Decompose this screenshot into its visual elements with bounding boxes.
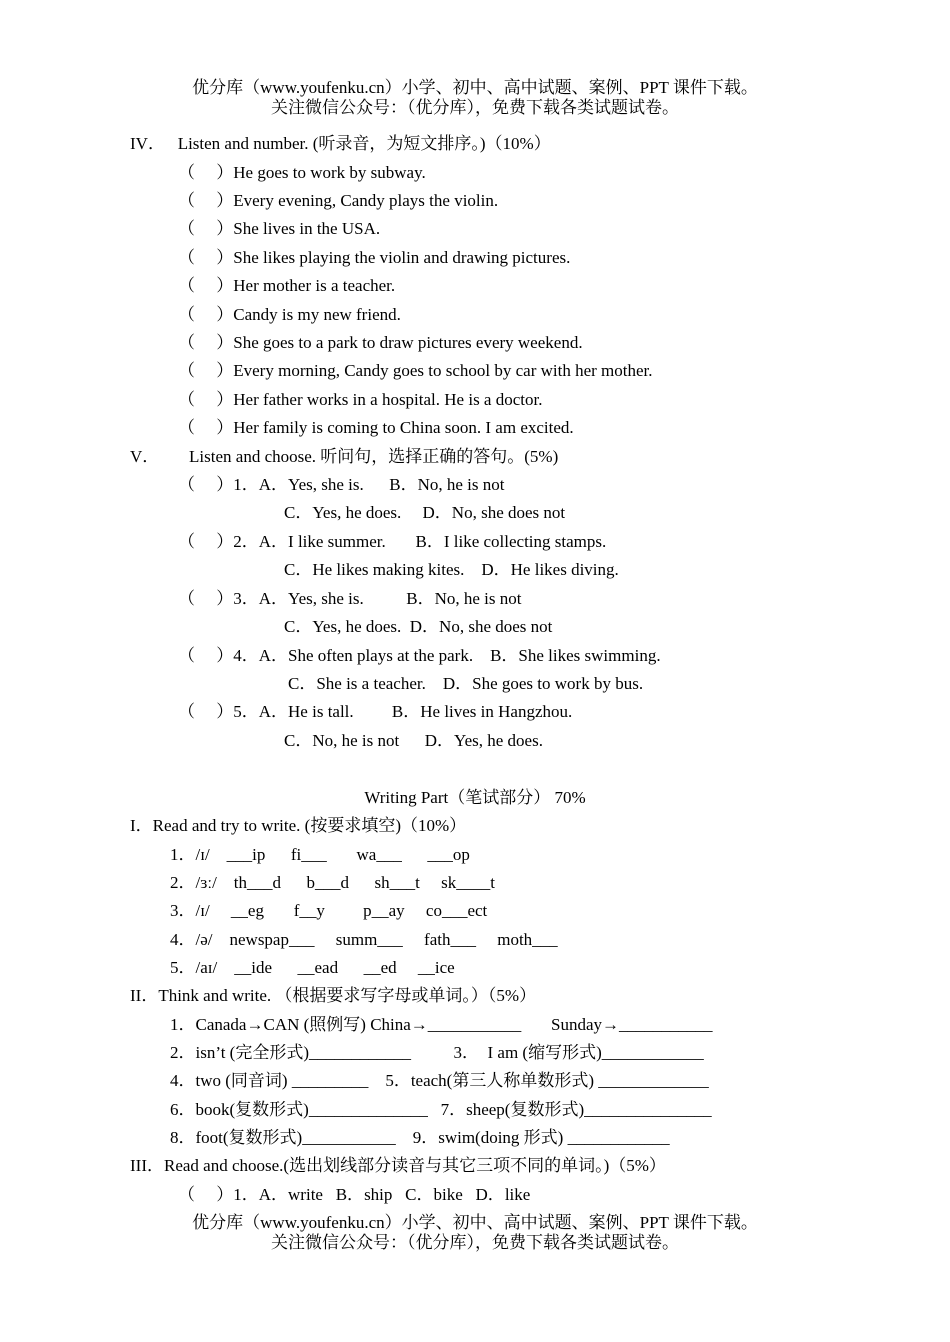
section-5-question: （ ）1．A．Yes, she is. B．No, he is not [178, 475, 505, 494]
part-2-line: 8．foot(复数形式)___________ 9．swim(doing 形式) ____________ [170, 1128, 670, 1147]
footer-line-1: 优分库（www.youfenku.cn）小学、初中、高中试题、案例、PPT 课件下载。 [192, 1213, 758, 1232]
part-2-title: II．Think and write. （根据要求写字母或单词。）（5%） [130, 986, 537, 1005]
part-1-line: 2．/ɜː/ th___d b___d sh___t sk____t [170, 873, 495, 892]
section-4-item: （ ）Candy is my new friend. [178, 305, 401, 324]
section-5-question: （ ）4．A．She often plays at the park. B．She likes swimming. [178, 646, 661, 665]
section-4-item: （ ）Her family is coming to China soon. I am excited. [178, 418, 574, 437]
section-4-item: （ ）Every morning, Candy goes to school by car with her mother. [178, 361, 653, 380]
option-b-label: B． [335, 1185, 365, 1204]
footer-line-2: 关注微信公众号：（优分库），免费下载各类试题试卷。 [271, 1233, 679, 1252]
part-3-question [178, 1185, 530, 1205]
part-2-line: 1．Canada→CAN (照例写) China→___________ Sunday→___________ [170, 1015, 713, 1034]
section-5-options: C．Yes, he does. D．No, she does not [284, 503, 566, 522]
option-d-word: like [504, 1185, 531, 1204]
section-4-item: （ ）Her mother is a teacher. [178, 276, 396, 295]
part-1-line: 3．/ɪ/ __eg f__y p__ay co___ect [170, 901, 488, 920]
option-d-label: D． [475, 1185, 505, 1204]
section-4-title: IV． Listen and number. (听录音，为短文排序。)（10%） [130, 134, 551, 153]
part-2-line: 6．book(复数形式)______________ 7．sheep(复数形式)_______________ [170, 1100, 712, 1119]
header-line-2: 关注微信公众号：（优分库），免费下载各类试题试卷。 [271, 98, 679, 117]
writing-part-title: Writing Part（笔试部分） 70% [364, 788, 586, 807]
section-5-options: C．She is a teacher. D．She goes to work by bus. [288, 674, 644, 693]
section-5-question: （ ）2．A．I like summer. B．I like collecting stamps. [178, 532, 607, 551]
part-3-title: III．Read and choose.(选出划线部分读音与其它三项不同的单词。)（5%） [130, 1156, 666, 1175]
section-5-options: C．Yes, he does. D．No, she does not [284, 617, 553, 636]
section-5-options: C．No, he is not D．Yes, he does. [284, 731, 543, 750]
option-a-word: write [288, 1185, 323, 1204]
part-1-line: 5．/aɪ/ __ide __ead __ed __ice [170, 958, 455, 977]
part-2-line: 4．two (同音词) _________ 5．teach(第三人称单数形式) _____________ [170, 1071, 709, 1090]
section-4-item: （ ）She lives in the USA. [178, 219, 381, 238]
part-3-question-prefix: （ ）1．A． [178, 1185, 289, 1204]
section-4-item: （ ）Every evening, Candy plays the violin. [178, 191, 499, 210]
part-2-line: 2．isn’t (完全形式)____________ 3． I am (缩写形式)____________ [170, 1043, 704, 1062]
section-4-item: （ ）He goes to work by subway. [178, 163, 426, 182]
section-4-item: （ ）Her father works in a hospital. He is a doctor. [178, 390, 543, 409]
part-1-line: 4．/ə/ newspap___ summ___ fath___ moth___ [170, 930, 558, 949]
section-5-title: V． Listen and choose. 听问句，选择正确的答句。(5%) [130, 447, 559, 466]
option-c-word: bike [433, 1185, 463, 1204]
header-line-1: 优分库（www.youfenku.cn）小学、初中、高中试题、案例、PPT 课件下载。 [192, 78, 758, 97]
section-4-item: （ ）She goes to a park to draw pictures every weekend. [178, 333, 583, 352]
section-5-question: （ ）5．A．He is tall. B．He lives in Hangzhou. [178, 702, 573, 721]
part-1-line: 1．/ɪ/ ___ip fi___ wa___ ___op [170, 845, 470, 864]
section-5-options: C．He likes making kites. D．He likes diving. [284, 560, 619, 579]
option-b-word: ship [364, 1185, 393, 1204]
part-1-title: I．Read and try to write. (按要求填空)（10%） [130, 816, 467, 835]
section-5-question: （ ）3．A．Yes, she is. B．No, he is not [178, 589, 522, 608]
section-4-item: （ ）She likes playing the violin and drawing pictures. [178, 248, 571, 267]
option-c-label: C． [405, 1185, 434, 1204]
